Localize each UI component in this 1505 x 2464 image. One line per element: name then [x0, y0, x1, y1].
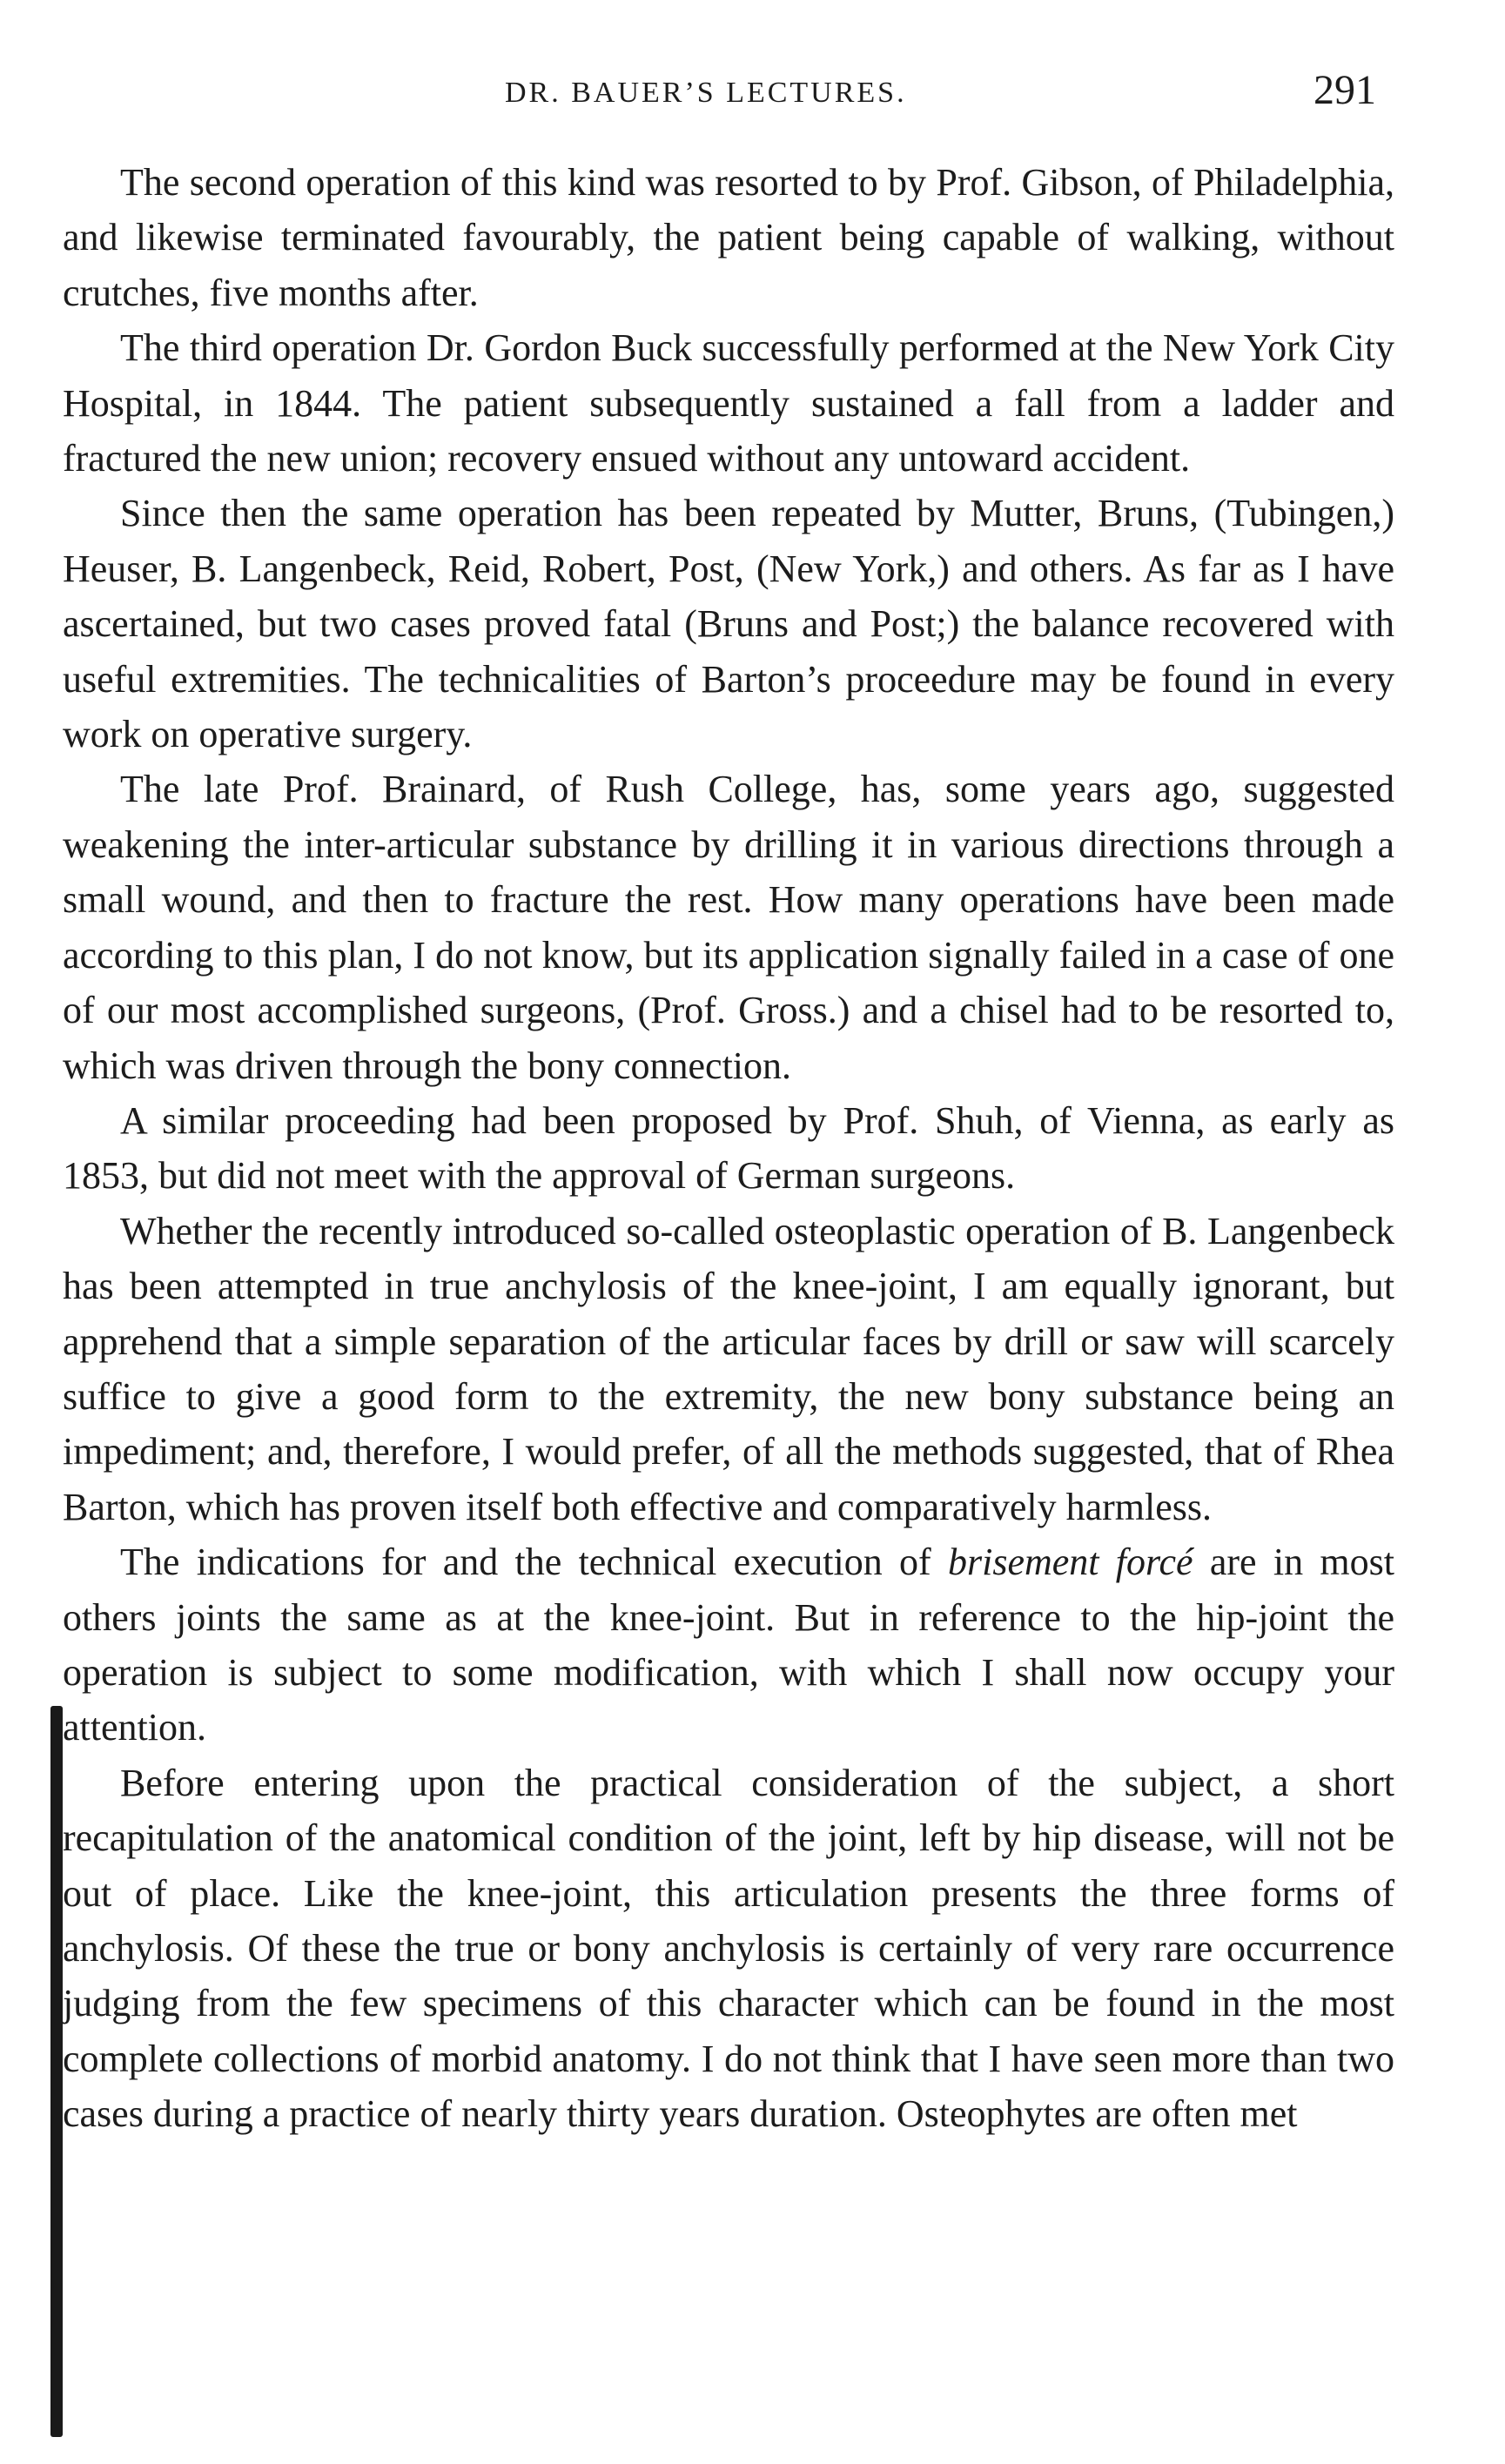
margin-scan-shadow	[50, 1706, 63, 2437]
brisement-text-before: The indications for and the technical execution of	[120, 1541, 948, 1584]
paragraph-osteoplastic-operation: Whether the recently introduced so-called osteoplastic operation of B. Langenbeck has been attempted in true anchylosis of the knee-joint, I am equally ignorant, but apprehend that a simple separation of the articular faces by drill or saw will scarcely suffice to give a good form to the extremity, the new bony substance being an impediment; and, therefore, I would prefer, of all the methods suggested, that of Rhea Barton, which has proven itself both effective and comparatively harmless.	[63, 1209, 1394, 1528]
running-head-title: DR. BAUER’S LECTURES.	[505, 77, 907, 109]
brisement-text-after: are in most others joints the same as at the knee-joint. But in reference to the hip-joint the operation is subject to some modification, with which I shall now occupy your attention.	[63, 1541, 1394, 1749]
paragraph-brisement-force	[63, 1534, 1394, 1756]
paragraph-repeated-operations: Since then the same operation has been repeated by Mutter, Bruns, (Tubingen,) Heuser, B. Langenbeck, Reid, Robert, Post, (New York,) and others. As far as I have ascertained, but two cases proved fatal (Bruns and Post;) the balance recovered with useful extremities. The technicalities of Barton’s proceedure may be found in every work on operative surgery.	[63, 492, 1394, 756]
paragraph-buck-operation: The third operation Dr. Gordon Buck successfully performed at the New York City Hospital, in 1844. The patient subsequently sustained a fall from a ladder and fractured the new union; recovery ensued without any untoward accident.	[63, 326, 1394, 480]
paragraph-brainard-method: The late Prof. Brainard, of Rush College, has, some years ago, suggested weakening the inter-articular substance by drilling it in various directions through a small wound, and then to fracture the rest. How many operations have been made according to this plan, I do not know, but its application signally failed in a case of one of our most accomplished surgeons, (Prof. Gross.) and a chisel had to be resorted to, which was driven through the bony connection.	[63, 768, 1394, 1087]
paragraph-hip-anchylosis: Before entering upon the practical consideration of the subject, a short recapitulation of the anatomical condition of the joint, left by hip disease, will not be out of place. Like the knee-joint, this articulation presents the three forms of anchylosis. Of these the true or bony anchylosis is certainly of very rare occurrence judging from the few specimens of this character which can be found in the most complete collections of morbid anatomy. I do not think that I have seen more than two cases during a practice of nearly thirty years duration. Osteophytes are often met	[63, 1761, 1394, 2136]
body-text	[63, 155, 1394, 2142]
running-head	[0, 61, 1505, 122]
brisement-force-term: brisement forcé	[947, 1541, 1193, 1584]
page-number: 291	[1314, 67, 1376, 113]
paragraph-gibson-operation: The second operation of this kind was resorted to by Prof. Gibson, of Philadelphia, and likewise terminated favourably, the patient being capable of walking, without crutches, five months after.	[63, 161, 1394, 314]
paragraph-shuh-proposal: A similar proceeding had been proposed by Prof. Shuh, of Vienna, as early as 1853, but did not meet with the approval of German surgeons.	[63, 1098, 1394, 1198]
